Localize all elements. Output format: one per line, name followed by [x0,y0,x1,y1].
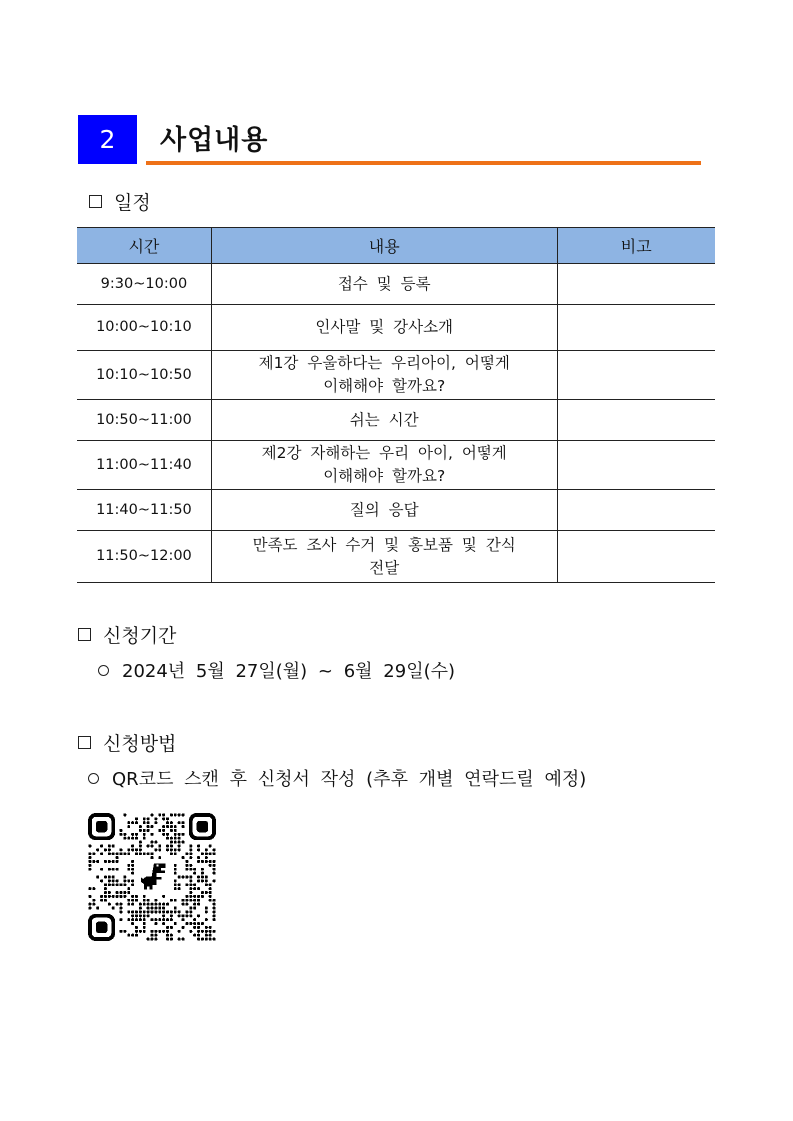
table-row [77,400,715,441]
application-period-item [98,657,455,683]
time-cell: 11:00~11:40 [77,441,211,490]
time-cell: 10:10~10:50 [77,351,211,400]
column-header-content: 내용 [211,228,557,264]
column-header-note: 비고 [557,228,715,264]
content-line: 이해해야 할까요? [323,467,446,485]
content-cell [211,441,557,490]
content-cell [211,531,557,583]
application-method-text: QR코드 스캔 후 신청서 작성 (추후 개별 연락드릴 예정) [112,769,587,790]
schedule-heading-label: 일정 [114,192,151,214]
content-cell [211,305,557,351]
section-title: 사업내용 [160,125,269,156]
content-cell [211,400,557,441]
circle-bullet-icon [98,665,109,676]
time-cell: 10:00~10:10 [77,305,211,351]
content-line: 접수 및 등록 [337,274,431,293]
application-period-heading-label: 신청기간 [103,625,177,647]
table-row [77,531,715,583]
application-method-heading [78,729,176,756]
checkbox-square-icon [89,195,102,208]
circle-bullet-icon [88,773,99,784]
application-method-heading-label: 신청방법 [103,733,177,755]
time-cell: 10:50~11:00 [77,400,211,441]
note-cell [557,264,715,305]
content-line: 이해해야 할까요? [323,377,446,395]
time-cell: 9:30~10:00 [77,264,211,305]
content-line: 인사말 및 강사소개 [315,318,454,336]
section-underline [146,161,701,165]
application-period-heading [78,621,176,648]
section-number: 2 [78,115,137,164]
schedule-heading [89,188,151,215]
checkbox-square-icon [78,628,91,641]
section-header [78,115,701,165]
content-cell [211,351,557,400]
table-row [77,490,715,531]
note-cell [557,490,715,531]
time-cell: 11:40~11:50 [77,490,211,531]
column-header-time: 시간 [77,228,211,264]
table-row [77,264,715,305]
note-cell [557,400,715,441]
time-cell: 11:50~12:00 [77,531,211,583]
dinosaur-icon [136,861,171,892]
application-method-item [88,765,586,791]
table-header-row [77,228,715,264]
note-cell [557,351,715,400]
application-period-text: 2024년 5월 27일(월) ~ 6월 29일(수) [122,661,456,682]
content-line: 제2강 자해하는 우리 아이, 어떻게 [261,444,507,462]
content-cell [211,490,557,531]
content-line: 전달 [369,558,400,577]
qr-code[interactable] [88,813,216,941]
content-line: 만족도 조사 수거 및 홍보품 및 간식 [252,535,516,554]
content-line: 제1강 우울하다는 우리아이, 어떻게 [258,354,510,372]
table-row [77,305,715,351]
note-cell [557,441,715,490]
note-cell [557,305,715,351]
table-row [77,441,715,490]
note-cell [557,531,715,583]
checkbox-square-icon [78,736,91,749]
table-row [77,351,715,400]
content-line: 쉬는 시간 [349,410,419,429]
content-line: 질의 응답 [349,500,419,519]
content-cell [211,264,557,305]
schedule-table [77,227,715,583]
